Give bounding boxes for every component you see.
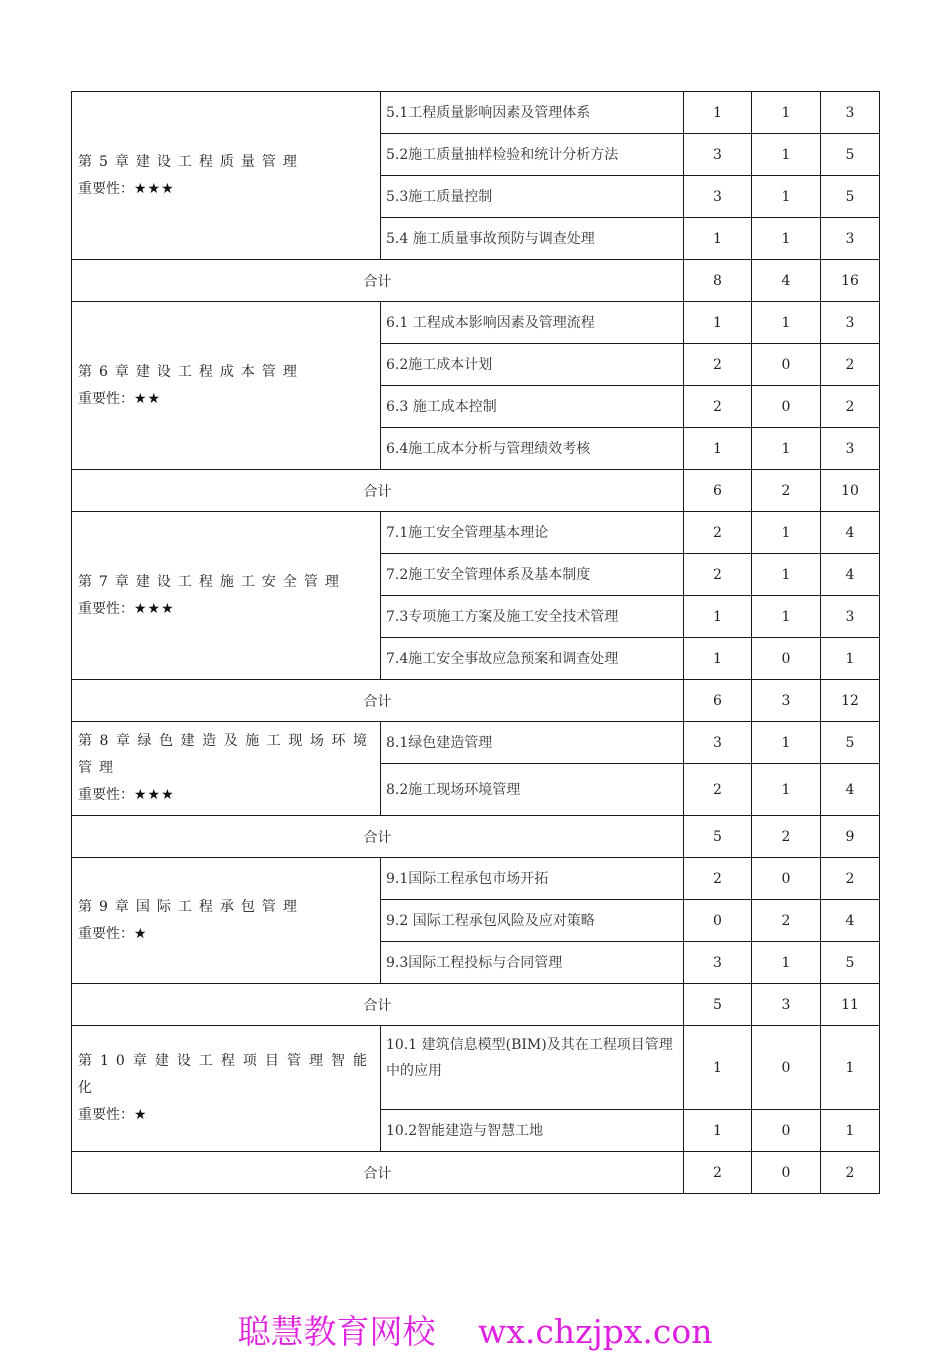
total-b: 3 [752,984,821,1026]
table-row [72,722,880,764]
value-b: 1 [752,134,821,176]
star-icon: ★ [134,925,148,942]
chapter-cell [72,858,381,984]
value-c: 5 [821,176,880,218]
total-c: 9 [821,816,880,858]
value-b: 0 [752,386,821,428]
value-b: 0 [752,638,821,680]
exam-distribution-table [71,91,880,1194]
section-name: 5.2施工质量抽样检验和统计分析方法 [381,134,684,176]
chapter-cell [72,722,381,816]
section-name: 5.4 施工质量事故预防与调查处理 [381,218,684,260]
importance-label: 重要性： [78,1107,134,1123]
chapter-cell [72,302,381,470]
section-name: 6.3 施工成本控制 [381,386,684,428]
value-a: 2 [684,764,752,816]
section-name: 6.4施工成本分析与管理绩效考核 [381,428,684,470]
total-label: 合计 [72,680,684,722]
chapter-title: 第7章建设工程施工安全管理 [78,573,346,590]
section-name: 7.3专项施工方案及施工安全技术管理 [381,596,684,638]
value-a: 3 [684,722,752,764]
value-a: 3 [684,176,752,218]
value-c: 5 [821,134,880,176]
value-a: 1 [684,92,752,134]
total-label: 合计 [72,260,684,302]
total-label: 合计 [72,816,684,858]
total-row [72,260,880,302]
total-b: 2 [752,816,821,858]
table-row [72,92,880,134]
total-row [72,816,880,858]
total-b: 0 [752,1152,821,1194]
value-a: 1 [684,1026,752,1110]
brand-name: 聪慧教育网校 [237,1312,436,1351]
value-a: 3 [684,134,752,176]
value-b: 1 [752,92,821,134]
value-a: 3 [684,942,752,984]
value-b: 2 [752,900,821,942]
total-row [72,984,880,1026]
total-a: 5 [684,984,752,1026]
importance [78,386,374,413]
star-icon: ★★★ [134,180,175,197]
table-row [72,512,880,554]
value-c: 4 [821,900,880,942]
value-a: 1 [684,302,752,344]
value-b: 1 [752,302,821,344]
value-b: 1 [752,512,821,554]
value-a: 2 [684,512,752,554]
value-c: 4 [821,554,880,596]
chapter-title: 第10章建设工程项目管理智能化 [78,1053,374,1096]
importance-label: 重要性： [78,787,134,803]
value-c: 3 [821,302,880,344]
value-b: 1 [752,596,821,638]
section-name: 5.1工程质量影响因素及管理体系 [381,92,684,134]
value-c: 3 [821,428,880,470]
section-name: 7.4施工安全事故应急预案和调查处理 [381,638,684,680]
value-a: 1 [684,1110,752,1152]
total-c: 11 [821,984,880,1026]
value-c: 3 [821,596,880,638]
value-b: 1 [752,176,821,218]
importance [78,921,374,948]
value-a: 0 [684,900,752,942]
value-b: 1 [752,942,821,984]
star-icon: ★★★ [134,600,175,617]
table-row [72,1026,880,1110]
total-a: 8 [684,260,752,302]
total-c: 2 [821,1152,880,1194]
total-label: 合计 [72,984,684,1026]
value-b: 1 [752,554,821,596]
star-icon: ★ [134,1107,148,1123]
value-b: 1 [752,218,821,260]
importance [78,176,374,203]
importance-label: 重要性： [78,600,134,617]
value-b: 0 [752,1110,821,1152]
section-name: 10.1 建筑信息模型(BIM)及其在工程项目管理中的应用 [381,1026,684,1110]
total-b: 2 [752,470,821,512]
importance [78,782,374,809]
chapter-title: 第8章绿色建造及施工现场环境管理 [78,733,374,776]
value-c: 1 [821,638,880,680]
footer-watermark [0,1306,950,1353]
section-name: 9.1国际工程承包市场开拓 [381,858,684,900]
total-a: 6 [684,470,752,512]
section-name: 9.3国际工程投标与合同管理 [381,942,684,984]
value-b: 1 [752,764,821,816]
total-row [72,470,880,512]
chapter-title: 第6章建设工程成本管理 [78,363,304,380]
value-c: 3 [821,92,880,134]
total-b: 3 [752,680,821,722]
total-b: 4 [752,260,821,302]
chapter-cell [72,512,381,680]
section-name: 6.2施工成本计划 [381,344,684,386]
table-row [72,302,880,344]
importance-label: 重要性： [78,180,134,197]
value-c: 1 [821,1110,880,1152]
value-a: 1 [684,596,752,638]
value-c: 2 [821,858,880,900]
star-icon: ★★★ [134,787,175,803]
value-b: 0 [752,858,821,900]
total-a: 6 [684,680,752,722]
importance-label: 重要性： [78,925,134,942]
value-c: 5 [821,722,880,764]
total-a: 2 [684,1152,752,1194]
value-a: 1 [684,638,752,680]
section-name: 7.2施工安全管理体系及基本制度 [381,554,684,596]
section-name: 8.2施工现场环境管理 [381,764,684,816]
value-c: 2 [821,386,880,428]
section-name: 5.3施工质量控制 [381,176,684,218]
value-c: 4 [821,764,880,816]
total-a: 5 [684,816,752,858]
importance [78,596,374,623]
section-name: 8.1绿色建造管理 [381,722,684,764]
value-c: 2 [821,344,880,386]
value-b: 0 [752,1026,821,1110]
value-a: 2 [684,386,752,428]
table-row [72,858,880,900]
value-a: 1 [684,428,752,470]
website-link[interactable]: wx.chzjpx.con [477,1312,713,1351]
total-c: 10 [821,470,880,512]
section-name: 7.1施工安全管理基本理论 [381,512,684,554]
chapter-cell [72,1026,381,1152]
section-name: 10.2智能建造与智慧工地 [381,1110,684,1152]
chapter-title: 第5章建设工程质量管理 [78,153,304,170]
total-label: 合计 [72,1152,684,1194]
total-label: 合计 [72,470,684,512]
value-b: 0 [752,344,821,386]
value-a: 1 [684,218,752,260]
value-a: 2 [684,344,752,386]
value-b: 1 [752,428,821,470]
importance-label: 重要性： [78,390,134,407]
value-a: 2 [684,858,752,900]
value-b: 1 [752,722,821,764]
total-c: 12 [821,680,880,722]
value-c: 5 [821,942,880,984]
section-name: 9.2 国际工程承包风险及应对策略 [381,900,684,942]
star-icon: ★★ [134,390,162,407]
value-c: 3 [821,218,880,260]
value-a: 2 [684,554,752,596]
importance [78,1102,374,1129]
total-c: 16 [821,260,880,302]
total-row [72,680,880,722]
total-row [72,1152,880,1194]
chapter-cell [72,92,381,260]
value-c: 1 [821,1026,880,1110]
value-c: 4 [821,512,880,554]
chapter-title: 第9章国际工程承包管理 [78,898,304,915]
section-name: 6.1 工程成本影响因素及管理流程 [381,302,684,344]
